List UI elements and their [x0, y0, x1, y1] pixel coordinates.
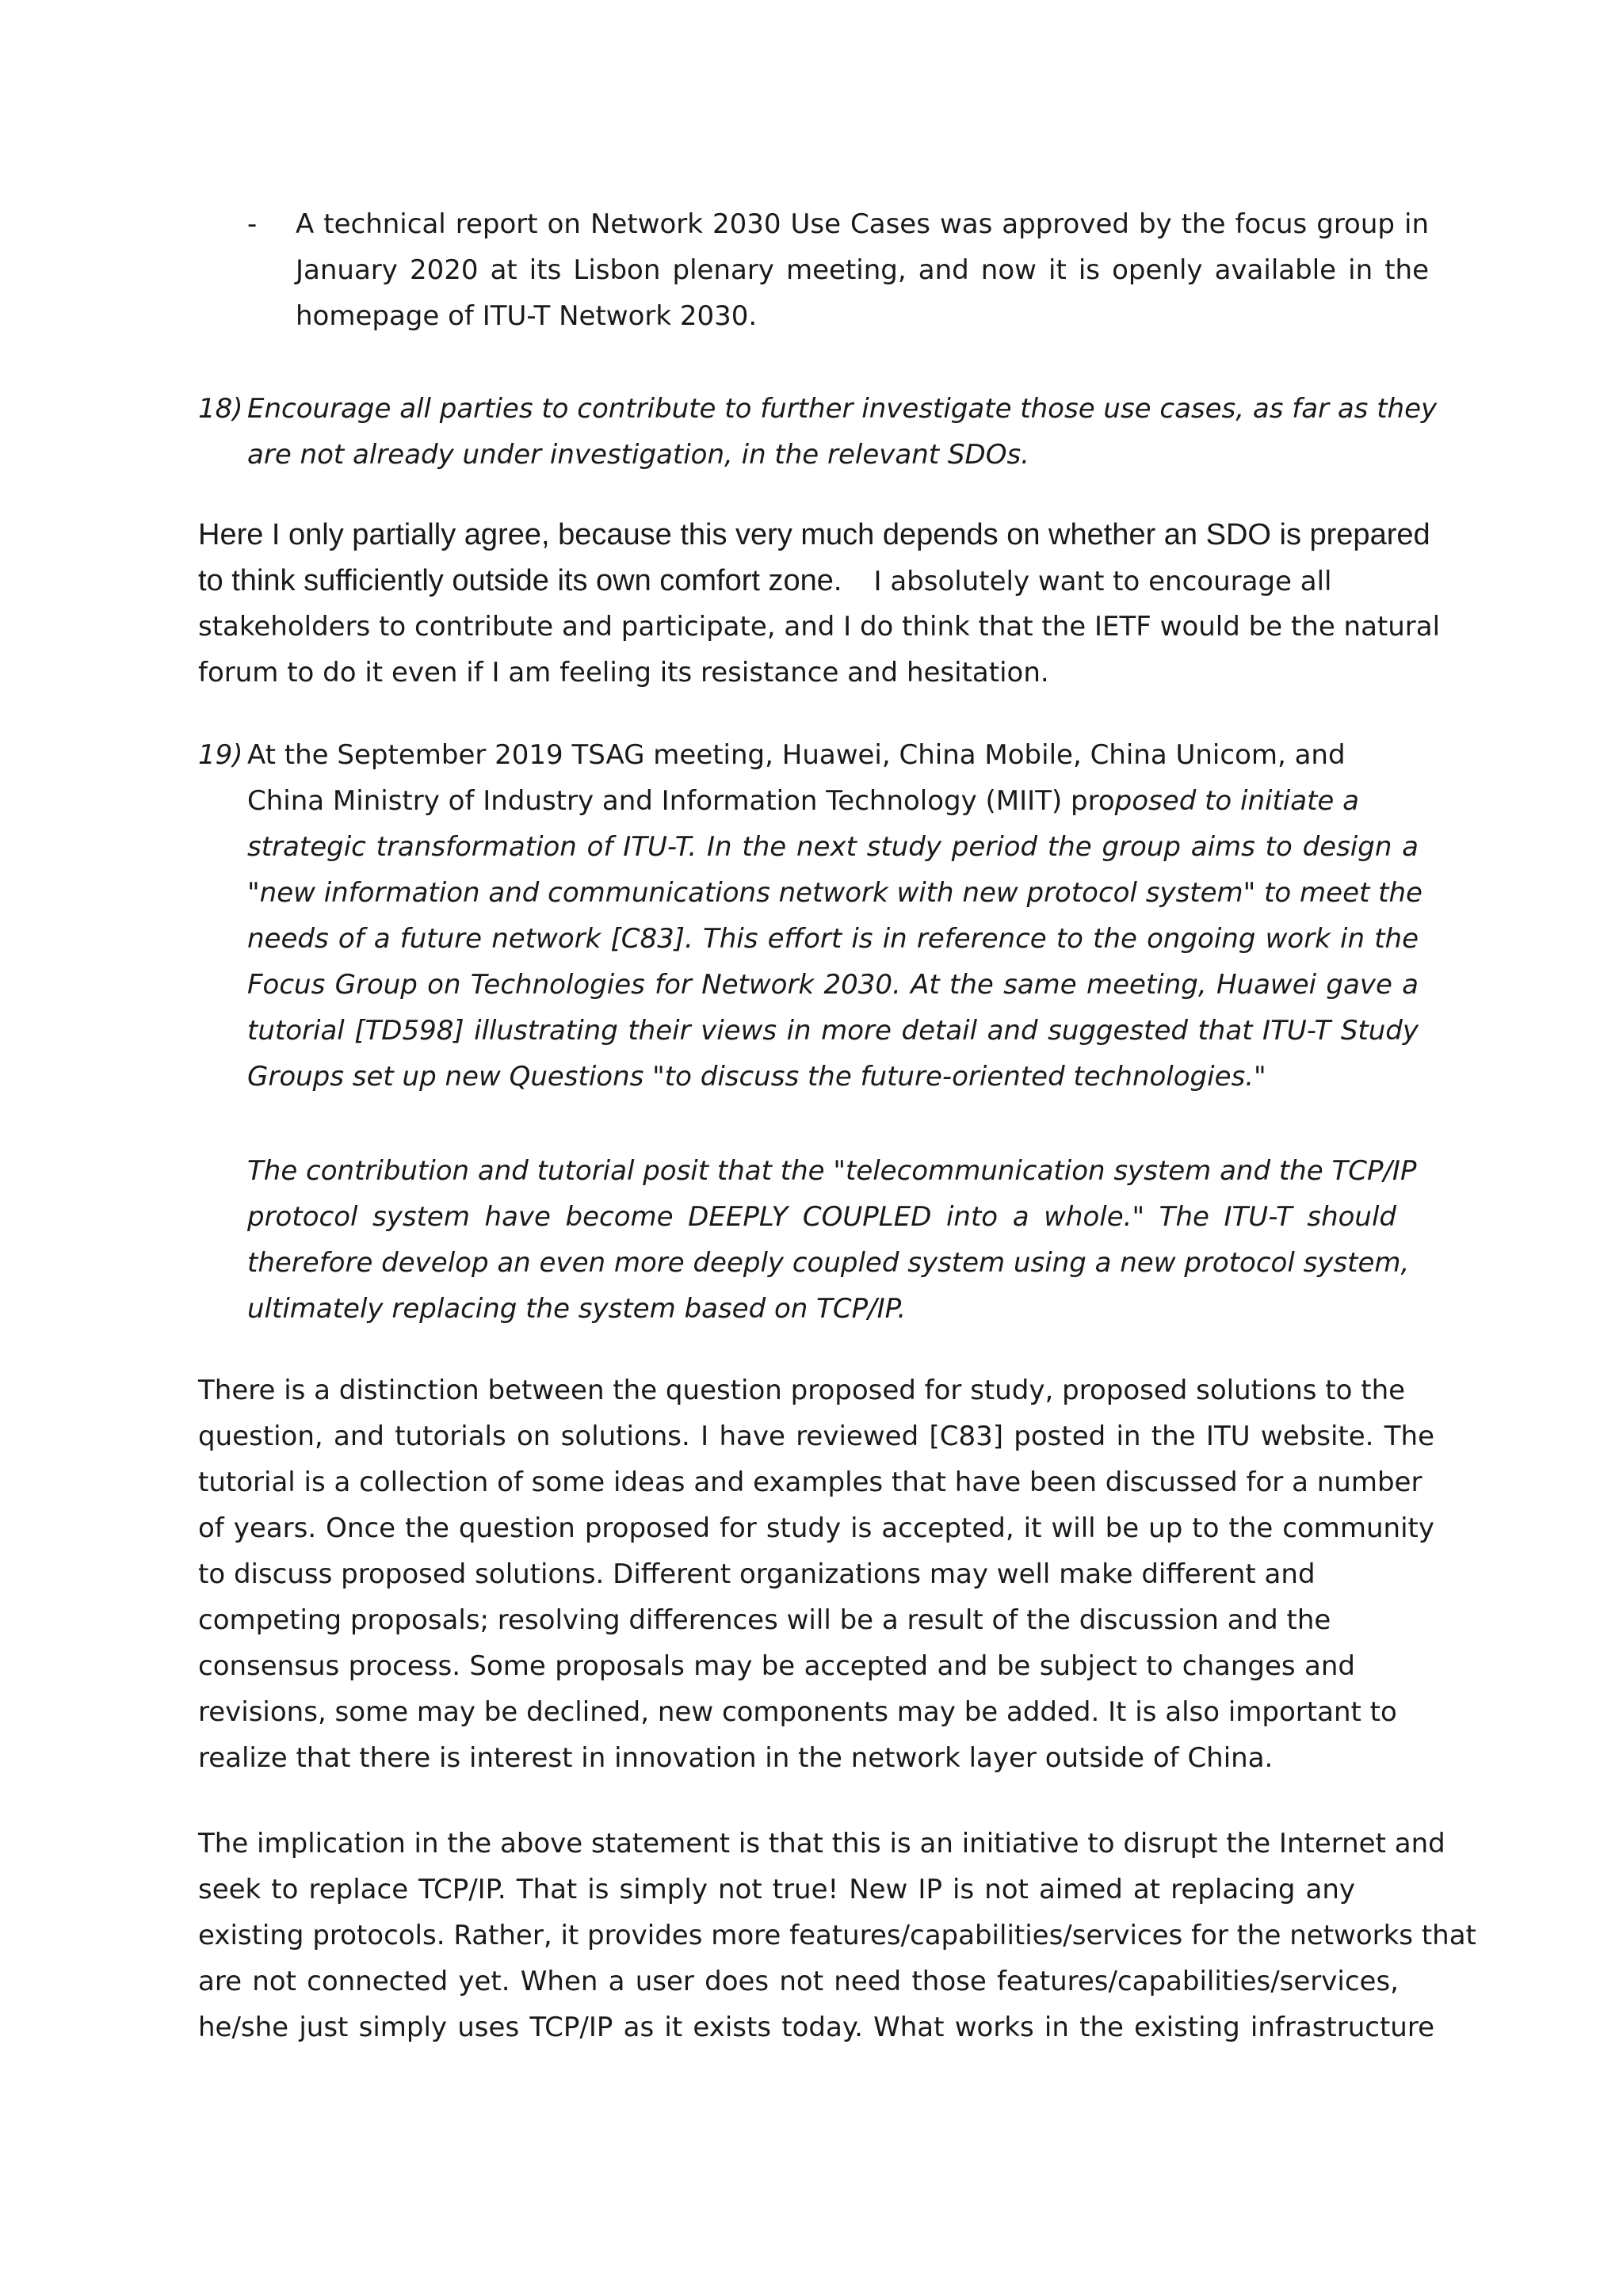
text-line: therefore develop an even more deeply coupled system using a new protocol system, [247, 1247, 1410, 1279]
text-line: homepage of ITU-T Network 2030. [296, 300, 758, 332]
text-line: to discuss proposed solutions. Different organizations may well make different and [198, 1558, 1316, 1590]
text-line: tutorial [TD598] illustrating their views in more detail and suggested that ITU-T Study [247, 1015, 1419, 1047]
text-line: At the September 2019 TSAG meeting, Huawei, China Mobile, China Unicom, and [247, 739, 1346, 771]
text-line: existing protocols. Rather, it provides more features/capabilities/services for the networks that [198, 1920, 1476, 1951]
text-line: needs of a future network [C83]. This effort is in reference to the ongoing work in the [247, 923, 1419, 955]
text-line: "new information and communications network with new protocol system" to meet the [247, 877, 1423, 909]
item-18-quote [247, 386, 1438, 478]
text-line: The contribution and tutorial posit that the "telecommunication system and the TCP/IP [247, 1155, 1417, 1187]
item-19-number: 19) [198, 739, 243, 771]
response-paragraph-1 [198, 512, 1441, 696]
text-line: A technical report on Network 2030 Use Cases was approved by the focus group in [296, 208, 1429, 240]
text-line: seek to replace TCP/IP. That is simply not true! New IP is not aimed at replacing any [198, 1874, 1355, 1905]
text-line: stakeholders to contribute and participate, and I do think that the IETF would be the natural [198, 611, 1441, 643]
response-paragraph-2 [198, 1367, 1434, 1781]
text-line [247, 778, 1419, 824]
text-line: competing proposals; resolving differences will be a result of the discussion and the [198, 1604, 1331, 1636]
item-18-number: 18) [198, 393, 243, 425]
text-segment: to think sufficiently outside its own comfort zone. [198, 564, 842, 597]
item-19-quote-continued [247, 1148, 1417, 1332]
text-line: tutorial is a collection of some ideas and examples that have been discussed for a number [198, 1466, 1423, 1498]
text-line: protocol system have become DEEPLY COUPLED into a whole." The ITU-T should [247, 1201, 1396, 1233]
item-19-quote [247, 732, 1423, 1100]
text-line: are not already under investigation, in the relevant SDOs. [247, 439, 1029, 471]
text-line: realize that there is interest in innovation in the network layer outside of China. [198, 1742, 1274, 1774]
text-line: he/she just simply uses TCP/IP as it exists today. What works in the existing infrastructure [198, 2012, 1434, 2043]
bullet-dash: - [247, 208, 258, 240]
text-segment: posed to initiate a [1114, 785, 1359, 817]
text-line: strategic transformation of ITU-T. In the next study period the group aims to design a [247, 831, 1419, 863]
text-line: forum to do it even if I am feeling its resistance and hesitation. [198, 657, 1049, 688]
text-line: of years. Once the question proposed for study is accepted, it will be up to the community [198, 1512, 1434, 1544]
text-segment: China Ministry of Industry and Information Technology (MIIT) pro [247, 785, 1115, 817]
text-line: are not connected yet. When a user does not need those features/capabilities/services, [198, 1966, 1399, 1997]
text-line: revisions, some may be declined, new components may be added. It is also important to [198, 1696, 1397, 1728]
text-line: Here I only partially agree, because this very much depends on whether an SDO is prepared [198, 518, 1430, 551]
text-line: Focus Group on Technologies for Network 2030. At the same meeting, Huawei gave a [247, 969, 1419, 1001]
response-paragraph-3 [198, 1821, 1476, 2050]
text-segment: I absolutely want to encourage all [873, 566, 1332, 597]
text-line: question, and tutorials on solutions. I have reviewed [C83] posted in the ITU website. The [198, 1421, 1434, 1452]
text-line: Encourage all parties to contribute to further investigate those use cases, as far as they [247, 393, 1438, 425]
text-line: consensus process. Some proposals may be accepted and be subject to changes and [198, 1650, 1355, 1682]
text-line: ultimately replacing the system based on TCP/IP. [247, 1293, 907, 1325]
text-line: The implication in the above statement is that this is an initiative to disrupt the Internet and [198, 1828, 1445, 1859]
text-line: January 2020 at its Lisbon plenary meeting, and now it is openly available in the [296, 254, 1429, 286]
text-line [198, 558, 1434, 604]
bullet-paragraph [296, 201, 1429, 339]
text-line: Groups set up new Questions "to discuss the future-oriented technologies." [247, 1061, 1266, 1093]
text-line: There is a distinction between the question proposed for study, proposed solutions to the [198, 1375, 1406, 1406]
